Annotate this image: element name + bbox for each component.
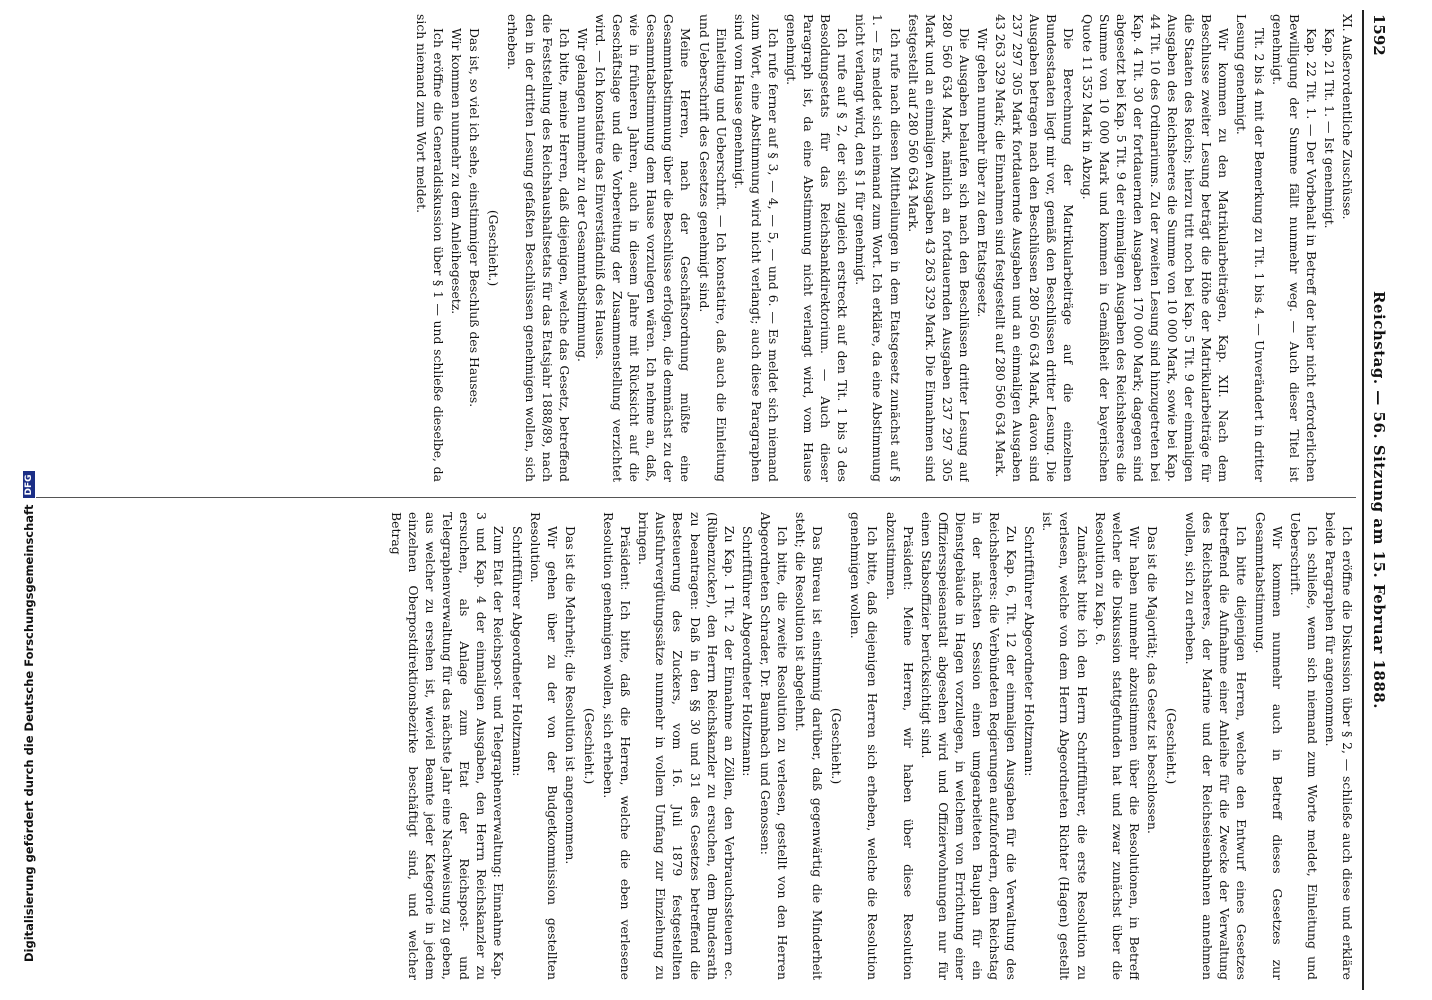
footer-credit: Digitalisierung gefördert durch die Deutsche Forschungsgemeinschaft <box>22 504 36 962</box>
paragraph: Ich bitte, daß diejenigen Herren sich erheben, welche die Resolution genehmigen wollen. <box>848 512 881 980</box>
paragraph: Zu Kap. 6, Tit. 12 der einmaligen Ausgaben für die Verwaltung des Reichsheeres: die Verbündeten Regierungen aufzufordern, dem Reichstag in der nächsten Session einen umgearbeiteten Bauplan für ein Dienstgebäude in Hagen vorzulegen, in welchem von Errichtung einer Offiziersspeiseanstalt abgesehen wird und Offizierwohnungen nur für einen Stabsoffizier berücksichtigt sind. <box>918 512 1020 980</box>
paragraph: Zum Etat der Reichspost- und Telegraphenverwaltung: Einnahme Kap. 3 und Kap. 4 der einmaligen Ausgaben, den Herrn Reichskanzler zu ersuchen, als Anlage zum Etat der Reichspost- und Telegraphenverwaltung für das nächste Jahr eine Nachweisung zu geben, aus welcher zu ersehen ist, wieviel Beamte jeder Kategorie in jedem einzelnen Oberpostdirektionsbezirke beschäftigt sind, und welcher Betrag <box>388 512 507 980</box>
stage-direction: (Geschieht.) <box>581 707 597 785</box>
header-rule <box>1362 10 1364 990</box>
paragraph: Meine Herren, nach der Geschäftsordnung müßte eine Gesammtabstimmung über die Beschlüsse erfolgen, die demnächst zu der Gesammtabstimmung dem Hause vorzulegen wären. Ich nehme an, daß, wie in früheren Jahren, auch in diesem Jahre mit Rücksicht auf die Geschäftslage und die Vorbereitung der Zusammenstellung verzichtet wird. — Ich konstatire das Einverständniß des Hauses. <box>592 14 694 482</box>
paragraph: Tit. 2 bis 4 mit der Bemerkung zu Tit. 1 bis 4. — Unverändert in dritter Lesung genehmigt. <box>1234 14 1267 482</box>
paragraph: XI. Außerordentliche Zuschüsse. <box>1340 14 1355 220</box>
paragraph: Schriftführer Abgeordneter Holtzmann: <box>739 526 755 777</box>
column-divider <box>36 497 1356 498</box>
paragraph: Wir kommen nunmehr auch in Betreff dieses Gesetzes zur Gesammtabstimmung. <box>1252 512 1285 980</box>
paragraph: Präsident: Ich bitte, daß die Herren, welche die eben verlesene Resolution genehmigen wollen, sich erheben. <box>601 512 634 980</box>
dfg-logo-icon: DFG <box>23 471 35 498</box>
paragraph: Ich rufe nach diesen Mittheilungen in dem Etatsgesetz zunächst auf § 1. — Es meldet sich niemand zum Wort. Ich erkläre, da eine Abstimmung nicht verlangt wird, den § 1 für genehmigt. <box>853 14 903 482</box>
paragraph: Ich bitte, die zweite Resolution zu verlesen, gestellt von den Herren Abgeordneten Schrader, Dr. Baumbach und Genossen: <box>757 512 790 980</box>
right-column <box>36 512 1356 980</box>
stage-direction: (Geschieht.) <box>1164 707 1180 785</box>
paragraph: Wir gehen über zu der von der Budgetkommission gestellten Resolution. <box>527 512 560 980</box>
page-header <box>1364 0 1388 1000</box>
paragraph: Zu Kap. 1 Tit. 2 der Einnahme an Zöllen, den Verbrauchssteuern ec. (Rübenzucker), den Herrn Reichskanzler zu ersuchen, dem Bundesrath zu beantragen: Daß in den §§ 30 und 31 des Gesetzes betreffend die Besteuerung des Zuckers, vom 16. Juli 1879 festgestellten Ausfuhrvergütungssätze nunmehr in vollem Umfang zur Einziehung zu bringen. <box>636 512 737 980</box>
paragraph: Das ist die Majorität; das Gesetz ist beschlossen. <box>1144 526 1160 834</box>
paragraph: Ich eröffne die Diskussion über § 2, — schließe auch diese und erkläre beide Paragraphen für angenommen. <box>1322 512 1355 980</box>
page-footer <box>22 32 36 962</box>
stage-direction: (Geschieht.) <box>829 707 845 785</box>
paragraph: Das ist, so viel ich sehe, einstimmiger Beschluß des Hauses. <box>467 28 483 408</box>
paragraph: Ich rufe ferner auf § 3, — 4, — 5, — und 6. — Es meldet sich niemand zum Wort, eine Abstimmung wird nicht verlangt; auch diese Paragraphen sind vom Hause genehmigt. <box>731 14 781 482</box>
stage-direction: (Geschieht.) <box>486 209 502 287</box>
paragraph: Ich bitte, meine Herren, daß diejenigen, welche das Gesetz, betreffend die Feststellung des Reichshaushaltsetats für das Etatsjahr 1888/89, nach den in der dritten Lesung gefaßten Beschlüssen genehmigen wollen, sich erheben. <box>505 14 572 482</box>
paragraph: Kap. 21 Tit. 1. — Ist genehmigt. <box>1321 28 1337 229</box>
paragraph: Die Ausgaben belaufen sich nach den Beschlüssen dritter Lesung auf 280 560 634 Mark, nämlich an fortdauernden Ausgaben 237 297 305 Mark und an einmaligen Ausgaben 43 263 329 Mark. Die Einnahmen sind festgestellt auf 280 560 634 Mark. <box>905 14 972 482</box>
page-number: 1592 <box>1370 14 1388 56</box>
paragraph: Schriftführer Abgeordneter Holtzmann: <box>1022 526 1038 777</box>
left-column <box>36 14 1356 482</box>
page-title: Reichstag. — 56. Sitzung am 15. Februar 1888. <box>1370 291 1388 709</box>
paragraph: Ich eröffne die Generaldiskussion über § 1 — und schließe dieselbe, da sich niemand zum Wort meldet. <box>414 14 447 482</box>
paragraph: Das ist die Mehrheit; die Resolution ist angenommen. <box>562 526 578 865</box>
paragraph: Wir gelangen nunmehr zu der Gesammtabstimmung. <box>574 28 590 362</box>
paragraph: Kap. 22 Tit. 1. — Der Vorbehalt in Betreff der hier nicht erforderlichen Bewilligung der Summe fällt nunmehr weg. — Auch dieser Titel ist genehmigt. <box>1269 14 1319 482</box>
paragraph: Schriftführer Abgeordneter Holtzmann: <box>509 526 525 777</box>
paragraph: Präsident: Meine Herren, wir haben über diese Resolution abzustimmen. <box>883 512 916 980</box>
paragraph: Wir haben nunmehr abzustimmen über die Resolutionen, in Betreff welcher die Diskussion stattgefunden hat und zwar zunächst über die Resolution zu Kap. 6. <box>1092 512 1142 980</box>
paragraph: Wir gehen nunmehr über zu dem Etatsgesetz. <box>975 28 991 318</box>
paragraph: Wir kommen nunmehr zu dem Anleihegesetz. <box>449 28 465 315</box>
paragraph: Ich bitte diejenigen Herren, welche den Entwurf eines Gesetzes betreffend die Aufnahme einer Anleihe für die Zwecke der Verwaltung des Reichsheeres, der Marine und der Reichseisenbahnen annehmen wollen, sich zu erheben. <box>1183 512 1250 980</box>
paragraph: Das Büreau ist einstimmig darüber, daß gegenwärtig die Minderheit steht; die Resolution ist abgelehnt. <box>793 512 826 980</box>
paragraph: Zunächst bitte ich den Herrn Schriftführer, die erste Resolution zu verlesen, welche von dem Herrn Abgeordneten Richter (Hagen) gestellt ist. <box>1040 512 1090 980</box>
paragraph: Die Berechnung der Matrikularbeiträge auf die einzelnen Bundesstaaten liegt mir vor, gemäß den Beschlüssen dritter Lesung. Die Ausgaben betragen nach den Beschlüssen 280 560 634 Mark, davon sind 237 297 305 Mark fortdauernde Ausgaben und an einmaligen Ausgaben 43 263 329 Mark; die Einnahmen sind festgestellt auf 280 560 634 Mark. <box>993 14 1077 482</box>
paragraph: Ich schließe, wenn sich niemand zum Worte meldet, Einleitung und Ueberschrift. <box>1287 512 1320 980</box>
paragraph: Einleitung und Ueberschrift. — Ich konstatire, daß auch die Einleitung und Ueberschrift des Gesetzes genehmigt sind. <box>696 14 729 482</box>
paragraph: Ich rufe auf § 2, der sich zugleich erstreckt auf den Tit. 1 bis 3 des Besoldungsetats für das Reichsbankdirektorium. — Auch dieser Paragraph ist, da eine Abstimmung nicht verlangt wird, vom Hause genehmigt. <box>784 14 851 482</box>
paragraph: Wir kommen zu den Matrikularbeiträgen, Kap. XII. Nach dem Beschlusse zweiter Lesung beträgt die Höhe der Matrikularbeiträge für die Staaten des Reichs; hierzu tritt noch bei Kap. 5 Tit. 9 der einmaligen Ausgaben des Reichsheeres die Summe von 10 000 Mark, sowie bei Kap. 44 Tit. 10 des Ordinariums. Zu der zweiten Lesung sind hinzugetreten bei Kap. 4 Tit. 30 der fortdauernden Ausgaben 170 000 Mark; dagegen sind abgesetzt bei Kap. 5 Tit. 9 der einmaligen Ausgaben des Reichsheeres die Summe von 10 000 Mark und kommen in Gemäßheit der bayerischen Quote 11 352 Mark in Abzug. <box>1079 14 1232 482</box>
